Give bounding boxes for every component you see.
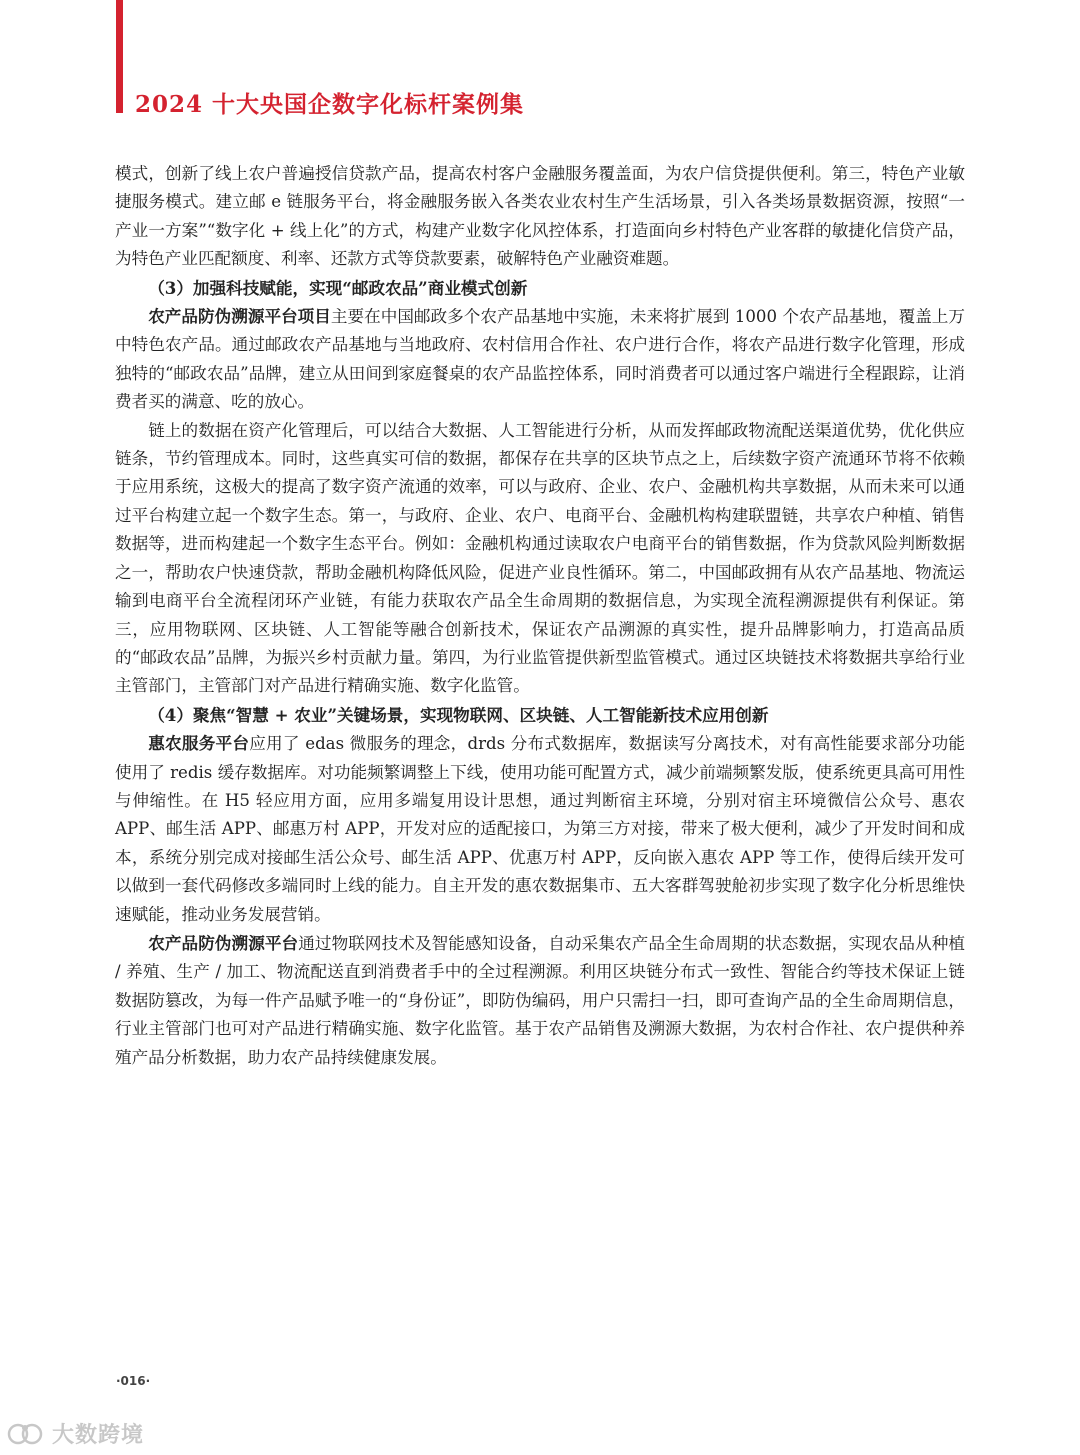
page-number: ·016· bbox=[116, 1374, 151, 1388]
main-content bbox=[115, 160, 965, 1072]
paragraph-5-lead: 农产品防伪溯源平台 bbox=[148, 932, 299, 953]
book-title: 2024 十大央国企数字化标杆案例集 bbox=[135, 91, 525, 118]
paragraph-4 bbox=[115, 729, 965, 929]
watermark-logo-icon bbox=[6, 1419, 46, 1449]
paragraph-5-text: 通过物联网技术及智能感知设备，自动采集农产品全生命周期的状态数据，实现农品从种植 / 养殖、生产 / 加工、物流配送直到消费者手中的全过程溯源。利用区块链分布式一致性、智能合约等技术保证上链数据防篡改，为每一件产品赋予唯一的“身份证”，即防伪编码，用户只需扫一扫，即可查询产品的全生命周期信息，行业主管部门也可对产品进行精确实施、数字化监管。基于农产品销售及溯源大数据，为农村合作社、农户提供种养殖产品分析数据，助力农产品持续健康发展。 bbox=[115, 933, 966, 1067]
paragraph-5 bbox=[115, 929, 965, 1072]
watermark bbox=[6, 1418, 144, 1449]
paragraph-1: 模式，创新了线上农户普遍授信贷款产品，提高农村客户金融服务覆盖面，为农户信贷提供便利。第三，特色产业敏捷服务模式。建立邮 e 链服务平台，将金融服务嵌入各类农业农村生产生活场景，引入各类场景数据资源，按照“一产业一方案”“数字化 + 线上化”的方式，构建产业数字化风控体系，打造面向乡村特色产业客群的敏捷化信贷产品，为特色产业匹配额度、利率、还款方式等贷款要素，破解特色产业融资难题。 bbox=[115, 164, 965, 269]
header-accent-bar bbox=[116, 0, 123, 113]
section-heading-3: （3）加强科技赋能，实现“邮政农品”商业模式创新 bbox=[148, 277, 528, 298]
paragraph-2 bbox=[115, 302, 965, 417]
paragraph-4-text: 应用了 edas 微服务的理念，drds 分布式数据库，数据读写分离技术，对有高性能要求部分功能使用了 redis 缓存数据库。对功能频繁调整上下线，使用功能可配置方式，减少前端频繁发版，使系统更具高可用性与伸缩性。在 H5 轻应用方面，应用多端复用设计思想，通过判断宿主环境，分别对宿主环境微信公众号、惠农 APP、邮生活 APP、邮惠万村 APP，开发对应的适配接口，为第三方对接，带来了极大便利，减少了开发时间和成本，系统分别完成对接邮生活公众号、邮生活 APP、优惠万村 APP，反向嵌入惠农 APP 等工作，使得后续开发可以做到一套代码修改多端同时上线的能力。自主开发的惠农数据集市、五大客群驾驶舱初步实现了数字化分析思维快速赋能，推动业务发展营销。 bbox=[115, 734, 966, 924]
paragraph-3: 链上的数据在资产化管理后，可以结合大数据、人工智能进行分析，从而发挥邮政物流配送渠道优势，优化供应链条，节约管理成本。同时，这些真实可信的数据，都保存在共享的区块节点之上，后续数字资产流通环节将不依赖于应用系统，这极大的提高了数字资产流通的效率，可以与政府、企业、农户、金融机构共享数据，从而未来可以通过平台构建立起一个数字生态。第一，与政府、企业、农户、电商平台、金融机构构建联盟链，共享农户种植、销售数据等，进而构建起一个数字生态平台。例如：金融机构通过读取农户电商平台的销售数据，作为贷款风险判断数据之一，帮助农户快速贷款，帮助金融机构降低风险，促进产业良性循环。第二，中国邮政拥有从农产品基地、物流运输到电商平台全流程闭环产业链，有能力获取农产品全生命周期的数据信息，为实现全流程溯源提供有利保证。第三，应用物联网、区块链、人工智能等融合创新技术，保证农产品溯源的真实性，提升品牌影响力，打造高品质的“邮政农品”品牌，为振兴乡村贡献力量。第四，为行业监管提供新型监管模式。通过区块链技术将数据共享给行业主管部门，主管部门对产品进行精确实施、数字化监管。 bbox=[115, 420, 965, 696]
paragraph-4-lead: 惠农服务平台 bbox=[148, 733, 250, 754]
watermark-text: 大数跨境 bbox=[52, 1423, 145, 1448]
paragraph-2-text: 主要在中国邮政多个农产品基地中实施，未来将扩展到 1000 个农产品基地，覆盖上万中特色农产品。通过邮政农产品基地与当地政府、农村信用合作社、农户进行合作，将农产品进行数字化管理，形成独特的“邮政农品”品牌，建立从田间到家庭餐桌的农产品监控体系，同时消费者可以通过客户端进行全程跟踪，让消费者买的满意、吃的放心。 bbox=[115, 307, 965, 412]
section-heading-4: （4）聚焦“智慧 + 农业”关键场景，实现物联网、区块链、人工智能新技术应用创新 bbox=[148, 704, 769, 725]
paragraph-2-lead: 农产品防伪溯源平台项目 bbox=[148, 306, 331, 327]
